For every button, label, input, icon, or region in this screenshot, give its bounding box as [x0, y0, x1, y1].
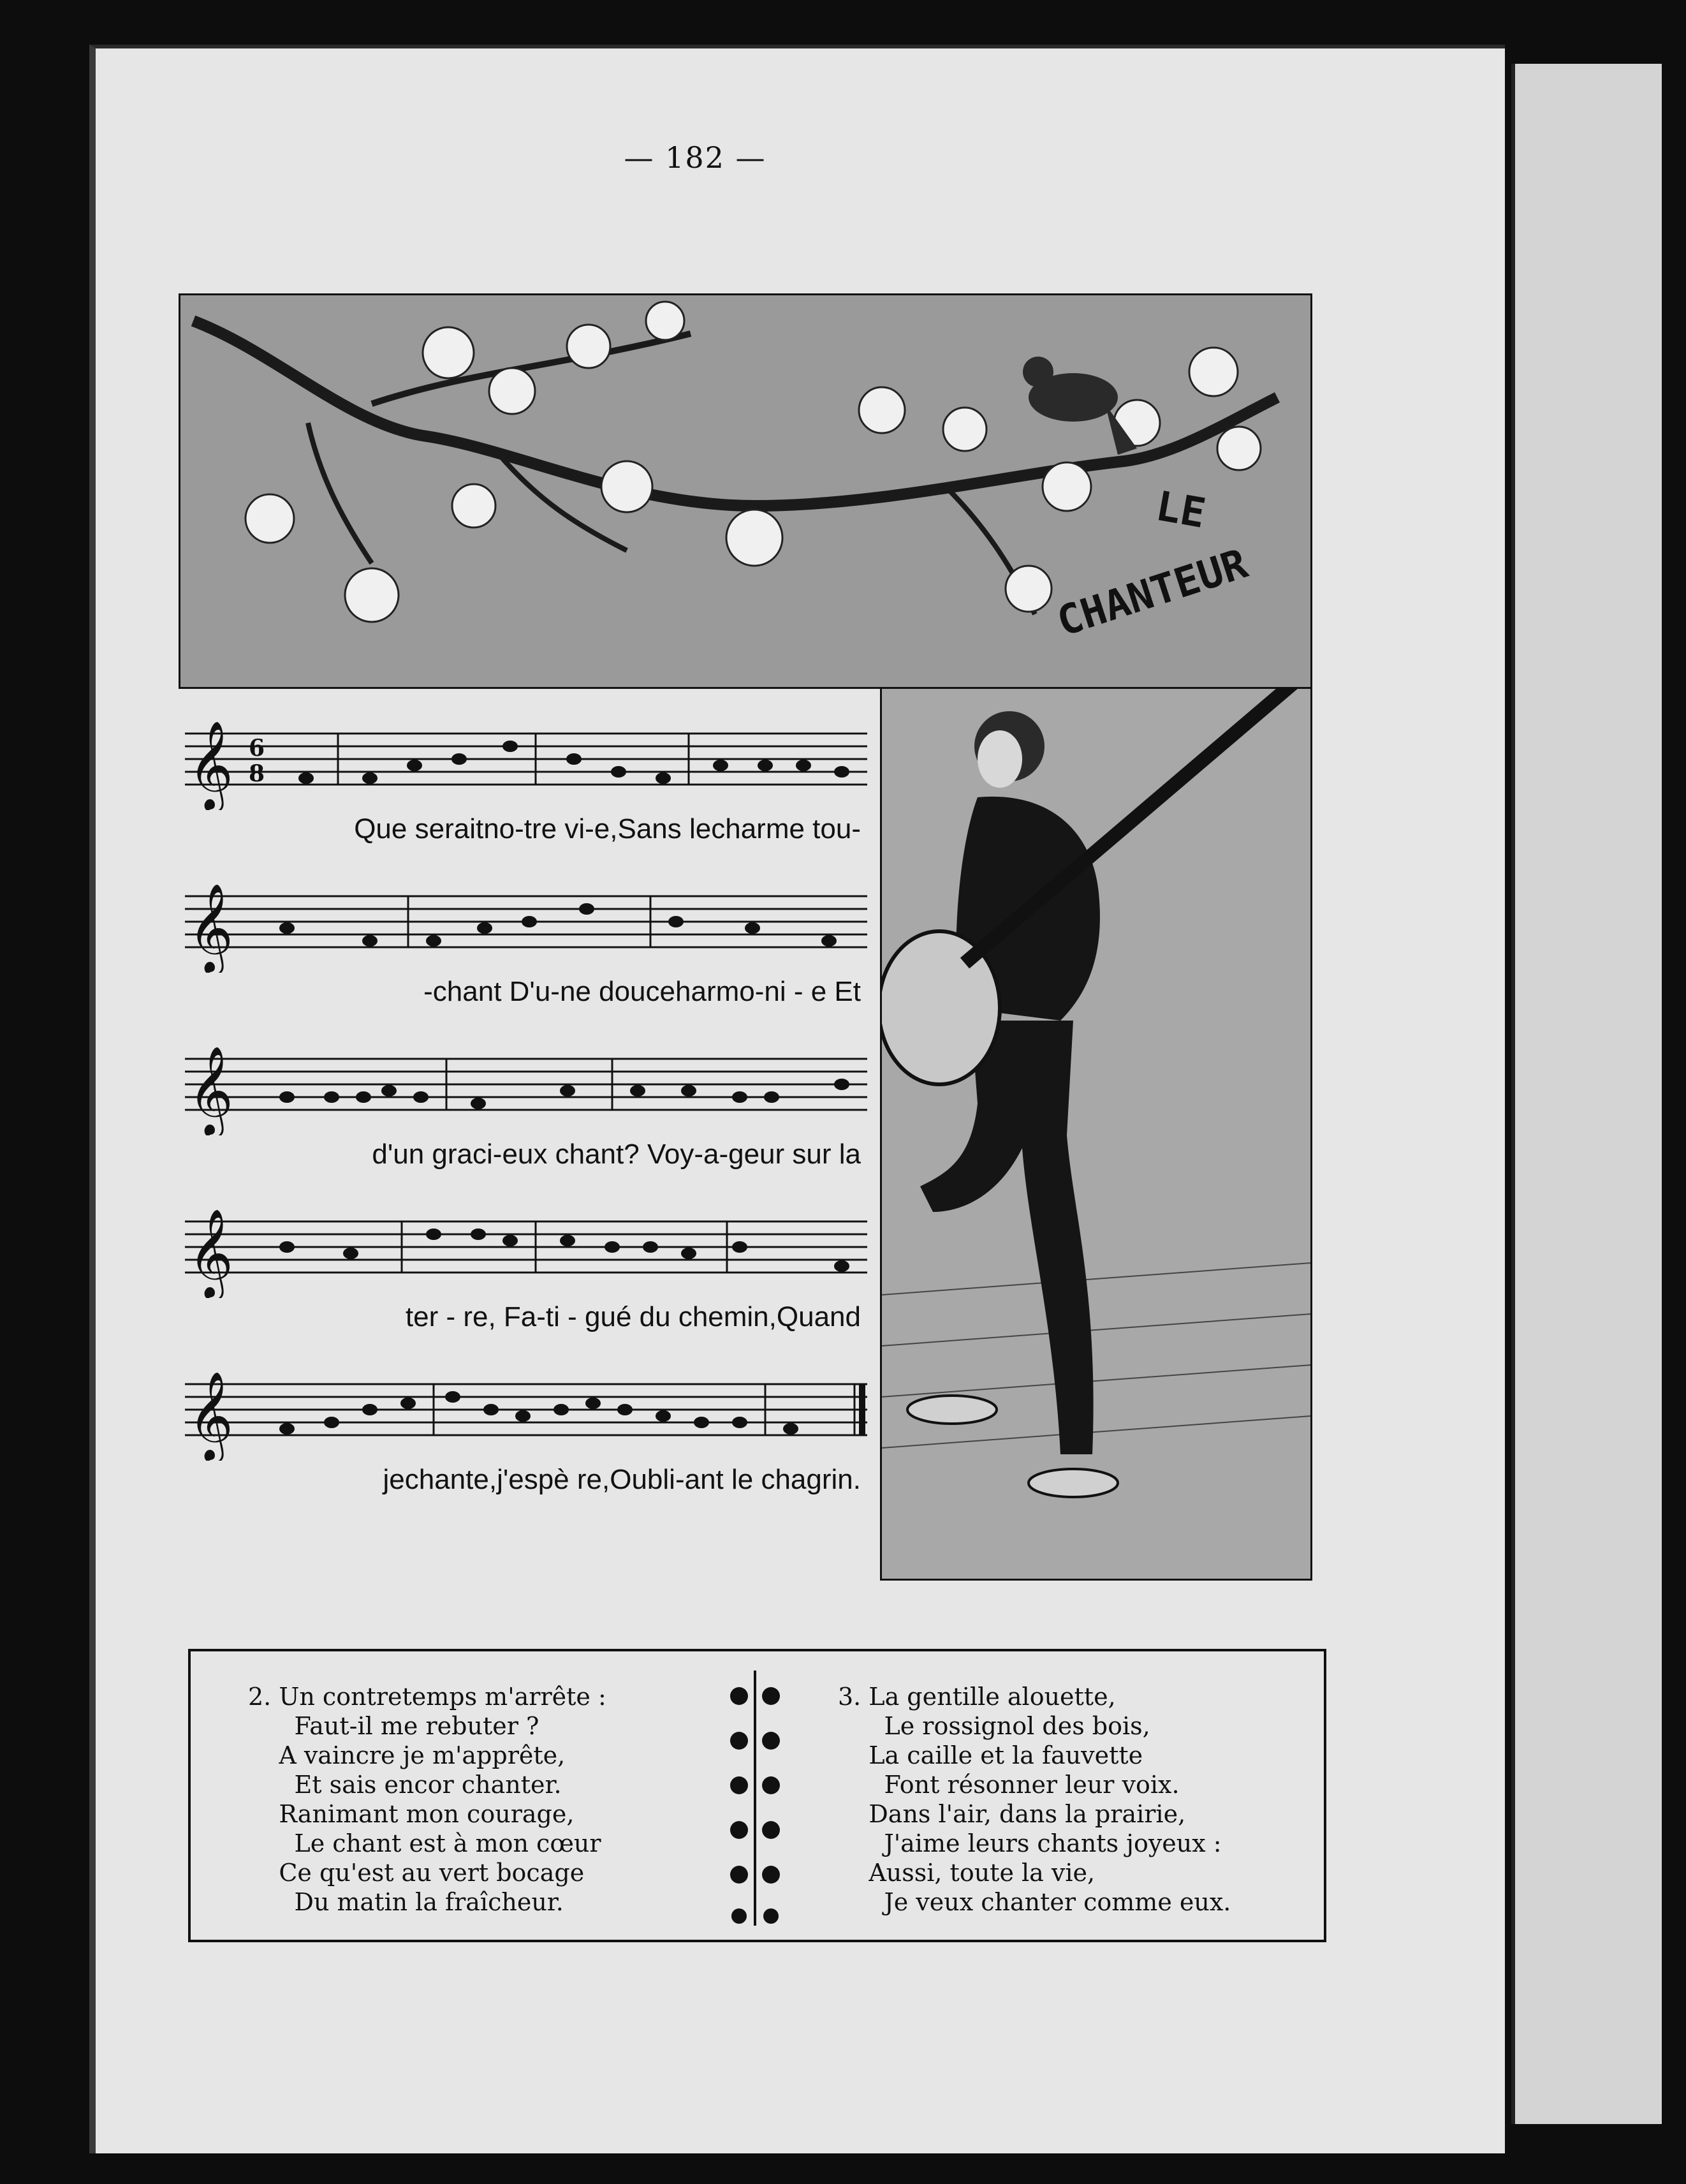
svg-text:𝄞: 𝄞	[188, 1371, 233, 1460]
music-system	[179, 871, 867, 1030]
lyric-line: d'un graci-eux chant? Voy-a-geur sur la	[372, 1139, 861, 1170]
verse-line: Dans l'air, dans la prairie,	[838, 1800, 1186, 1828]
singer-drawing	[882, 689, 1310, 1581]
staff	[179, 1033, 867, 1135]
svg-text:𝄞: 𝄞	[188, 883, 233, 972]
verse-2	[248, 1682, 606, 1917]
verse-line: Du matin la fraîcheur.	[248, 1888, 564, 1916]
lyric-line: ter - re, Fa-ti - gué du chemin,Quand	[405, 1301, 861, 1332]
branch-drawing	[180, 295, 1310, 687]
verse-line: La caille et la fauvette	[838, 1741, 1143, 1769]
music-system	[179, 708, 867, 867]
verse-line: J'aime leurs chants joyeux :	[838, 1829, 1222, 1857]
staff	[179, 1359, 867, 1461]
svg-text:𝄞: 𝄞	[188, 1209, 233, 1297]
verse-line: Font résonner leur voix.	[838, 1771, 1180, 1799]
verse-line: Je veux chanter comme eux.	[838, 1888, 1231, 1916]
music-system	[179, 1359, 867, 1518]
verse-line: Ranimant mon courage,	[248, 1800, 575, 1828]
time-signature-bottom: 8	[249, 760, 265, 787]
verse-line: Aussi, toute la vie,	[838, 1859, 1096, 1887]
time-signature-top: 6	[249, 735, 265, 762]
verse-line: 3. La gentille alouette,	[838, 1683, 1116, 1711]
title-chanteur: CHANTEUR	[1052, 540, 1254, 646]
staff	[179, 708, 867, 810]
singer-with-lute-picture	[880, 689, 1312, 1581]
music-system	[179, 1033, 867, 1193]
svg-text:𝄞: 𝄞	[188, 1046, 233, 1135]
verse-3	[838, 1682, 1231, 1917]
sheet-music	[179, 689, 880, 1537]
verse-line: Le chant est à mon cœur	[248, 1829, 601, 1857]
verse-line: 2. Un contretemps m'arrête :	[248, 1683, 606, 1711]
floral-ornament-divider	[723, 1671, 787, 1926]
music-system	[179, 1196, 867, 1355]
verse-line: A vaincre je m'apprête,	[248, 1741, 566, 1769]
verse-line: Et sais encor chanter.	[248, 1771, 562, 1799]
verse-line: Le rossignol des bois,	[838, 1712, 1150, 1740]
adjacent-page-edge	[1511, 64, 1662, 2124]
title-le: LE	[1152, 482, 1209, 538]
staff	[179, 1196, 867, 1298]
blossom-branch-picture	[179, 293, 1312, 689]
page-number: — 182 —	[624, 140, 766, 175]
svg-text:𝄞: 𝄞	[188, 721, 233, 809]
verse-line: Faut-il me rebuter ?	[248, 1712, 539, 1740]
lyric-line: jechante,j'espè re,Oubli-ant le chagrin.	[383, 1464, 861, 1495]
verse-line: Ce qu'est au vert bocage	[248, 1859, 585, 1887]
verses-box	[188, 1649, 1326, 1942]
lyric-line: Que seraitno-tre vi-e,Sans lecharme tou-	[354, 813, 861, 845]
lyric-line: -chant D'u-ne douceharmo-ni - e Et	[423, 976, 861, 1007]
staff	[179, 871, 867, 973]
